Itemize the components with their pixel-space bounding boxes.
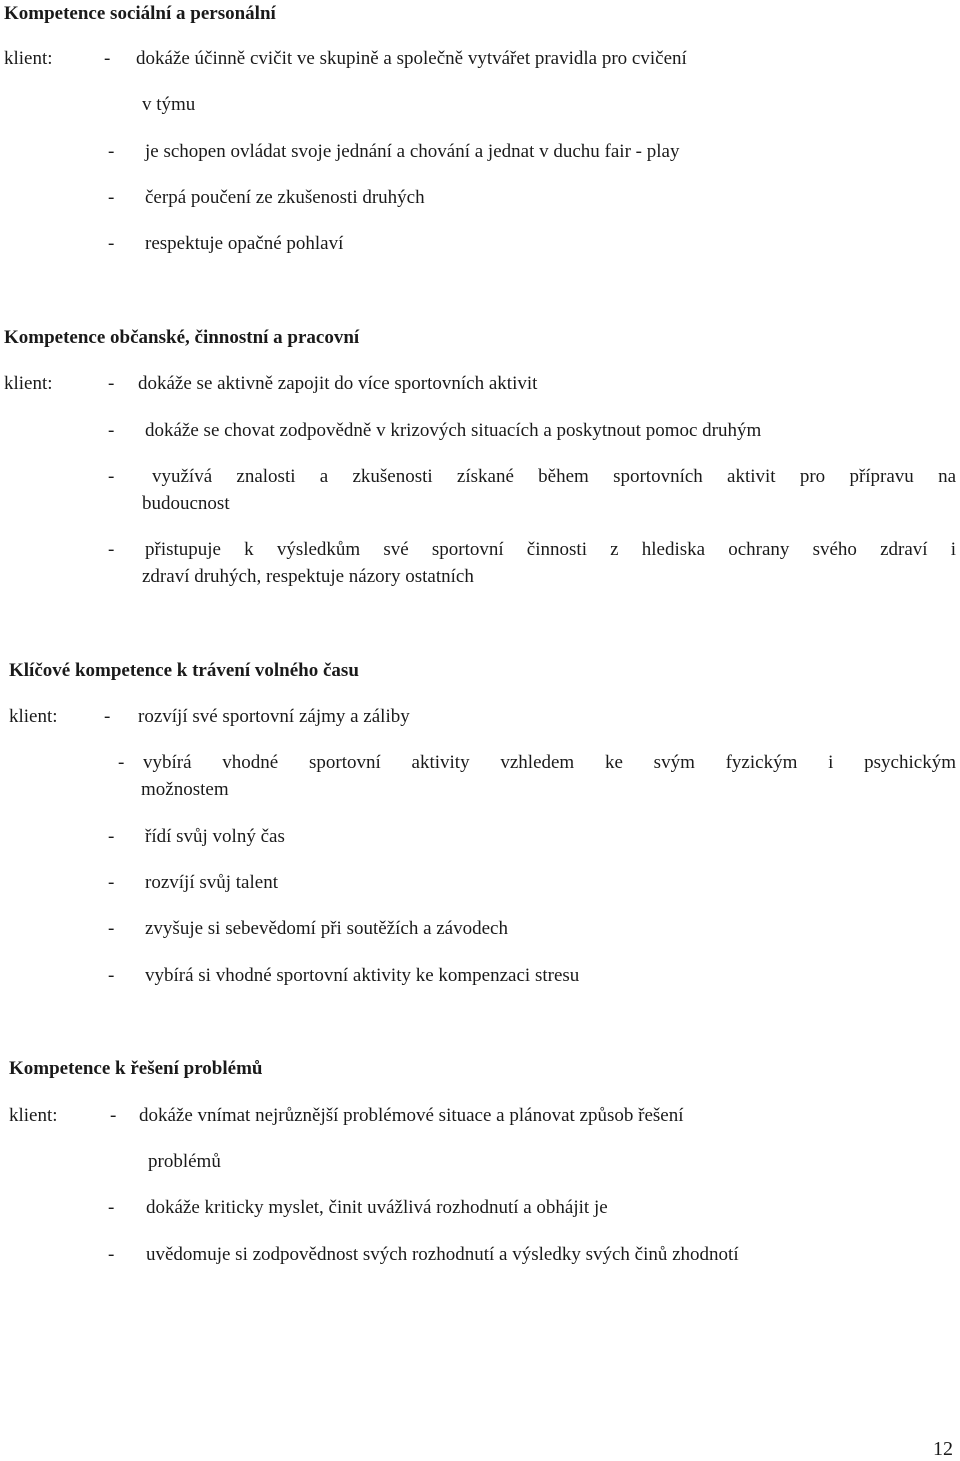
list-item: řídí svůj volný čas [145, 826, 285, 847]
list-item: dokáže kriticky myslet, činit uvážlivá rozhodnutí a obhájit je [146, 1197, 608, 1218]
list-item: vybírá si vhodné sportovní aktivity ke kompenzaci stresu [145, 965, 580, 986]
list-item: rozvíjí své sportovní zájmy a záliby [138, 706, 410, 727]
list-dash: - [108, 1244, 115, 1265]
list-dash: - [118, 752, 125, 773]
list-item: uvědomuje si zodpovědnost svých rozhodnutí a výsledky svých činů zhodnotí [146, 1244, 739, 1265]
page-number: 12 [933, 1438, 953, 1460]
list-item: respektuje opačné pohlaví [145, 233, 344, 254]
list-item: přistupuje k výsledkům své sportovní činnosti z hlediska ochrany svého zdraví i [145, 539, 956, 560]
section-heading: Klíčové kompetence k trávení volného času [9, 660, 359, 681]
list-dash: - [108, 373, 115, 394]
list-item: dokáže vnímat nejrůznější problémové situace a plánovat způsob řešení [139, 1105, 684, 1126]
list-dash: - [108, 466, 115, 487]
list-item-continuation: problémů [148, 1151, 221, 1172]
client-label: klient: [9, 706, 58, 727]
list-item: využívá znalosti a zkušenosti získané během sportovních aktivit pro přípravu na [152, 466, 956, 487]
list-item: čerpá poučení ze zkušenosti druhých [145, 187, 425, 208]
list-item: vybírá vhodné sportovní aktivity vzhledem ke svým fyzickým i psychickým [143, 752, 956, 773]
list-item: rozvíjí svůj talent [145, 872, 278, 893]
list-dash: - [108, 826, 115, 847]
section-heading: Kompetence k řešení problémů [9, 1058, 263, 1079]
client-label: klient: [4, 48, 53, 69]
list-item-continuation: možnostem [141, 779, 229, 800]
client-label: klient: [9, 1105, 58, 1126]
client-label: klient: [4, 373, 53, 394]
list-item: je schopen ovládat svoje jednání a chování a jednat v duchu fair - play [145, 141, 680, 162]
list-dash: - [110, 1105, 117, 1126]
list-item-continuation: zdraví druhých, respektuje názory ostatních [142, 566, 474, 587]
list-dash: - [108, 918, 115, 939]
list-dash: - [108, 1197, 115, 1218]
list-dash: - [108, 965, 115, 986]
list-item: zvyšuje si sebevědomí při soutěžích a závodech [145, 918, 508, 939]
list-dash: - [108, 539, 115, 560]
list-dash: - [108, 187, 115, 208]
section-heading: Kompetence sociální a personální [4, 3, 276, 24]
list-dash: - [108, 420, 115, 441]
list-dash: - [104, 706, 111, 727]
list-item: dokáže účinně cvičit ve skupině a společně vytvářet pravidla pro cvičení [136, 48, 687, 69]
list-dash: - [108, 141, 115, 162]
list-item-continuation: v týmu [142, 94, 196, 115]
list-dash: - [104, 48, 111, 69]
list-item: dokáže se chovat zodpovědně v krizových situacích a poskytnout pomoc druhým [145, 420, 762, 441]
list-item: dokáže se aktivně zapojit do více sportovních aktivit [138, 373, 538, 394]
list-item-continuation: budoucnost [142, 493, 230, 514]
list-dash: - [108, 872, 115, 893]
section-heading: Kompetence občanské, činnostní a pracovní [4, 327, 360, 348]
list-dash: - [108, 233, 115, 254]
